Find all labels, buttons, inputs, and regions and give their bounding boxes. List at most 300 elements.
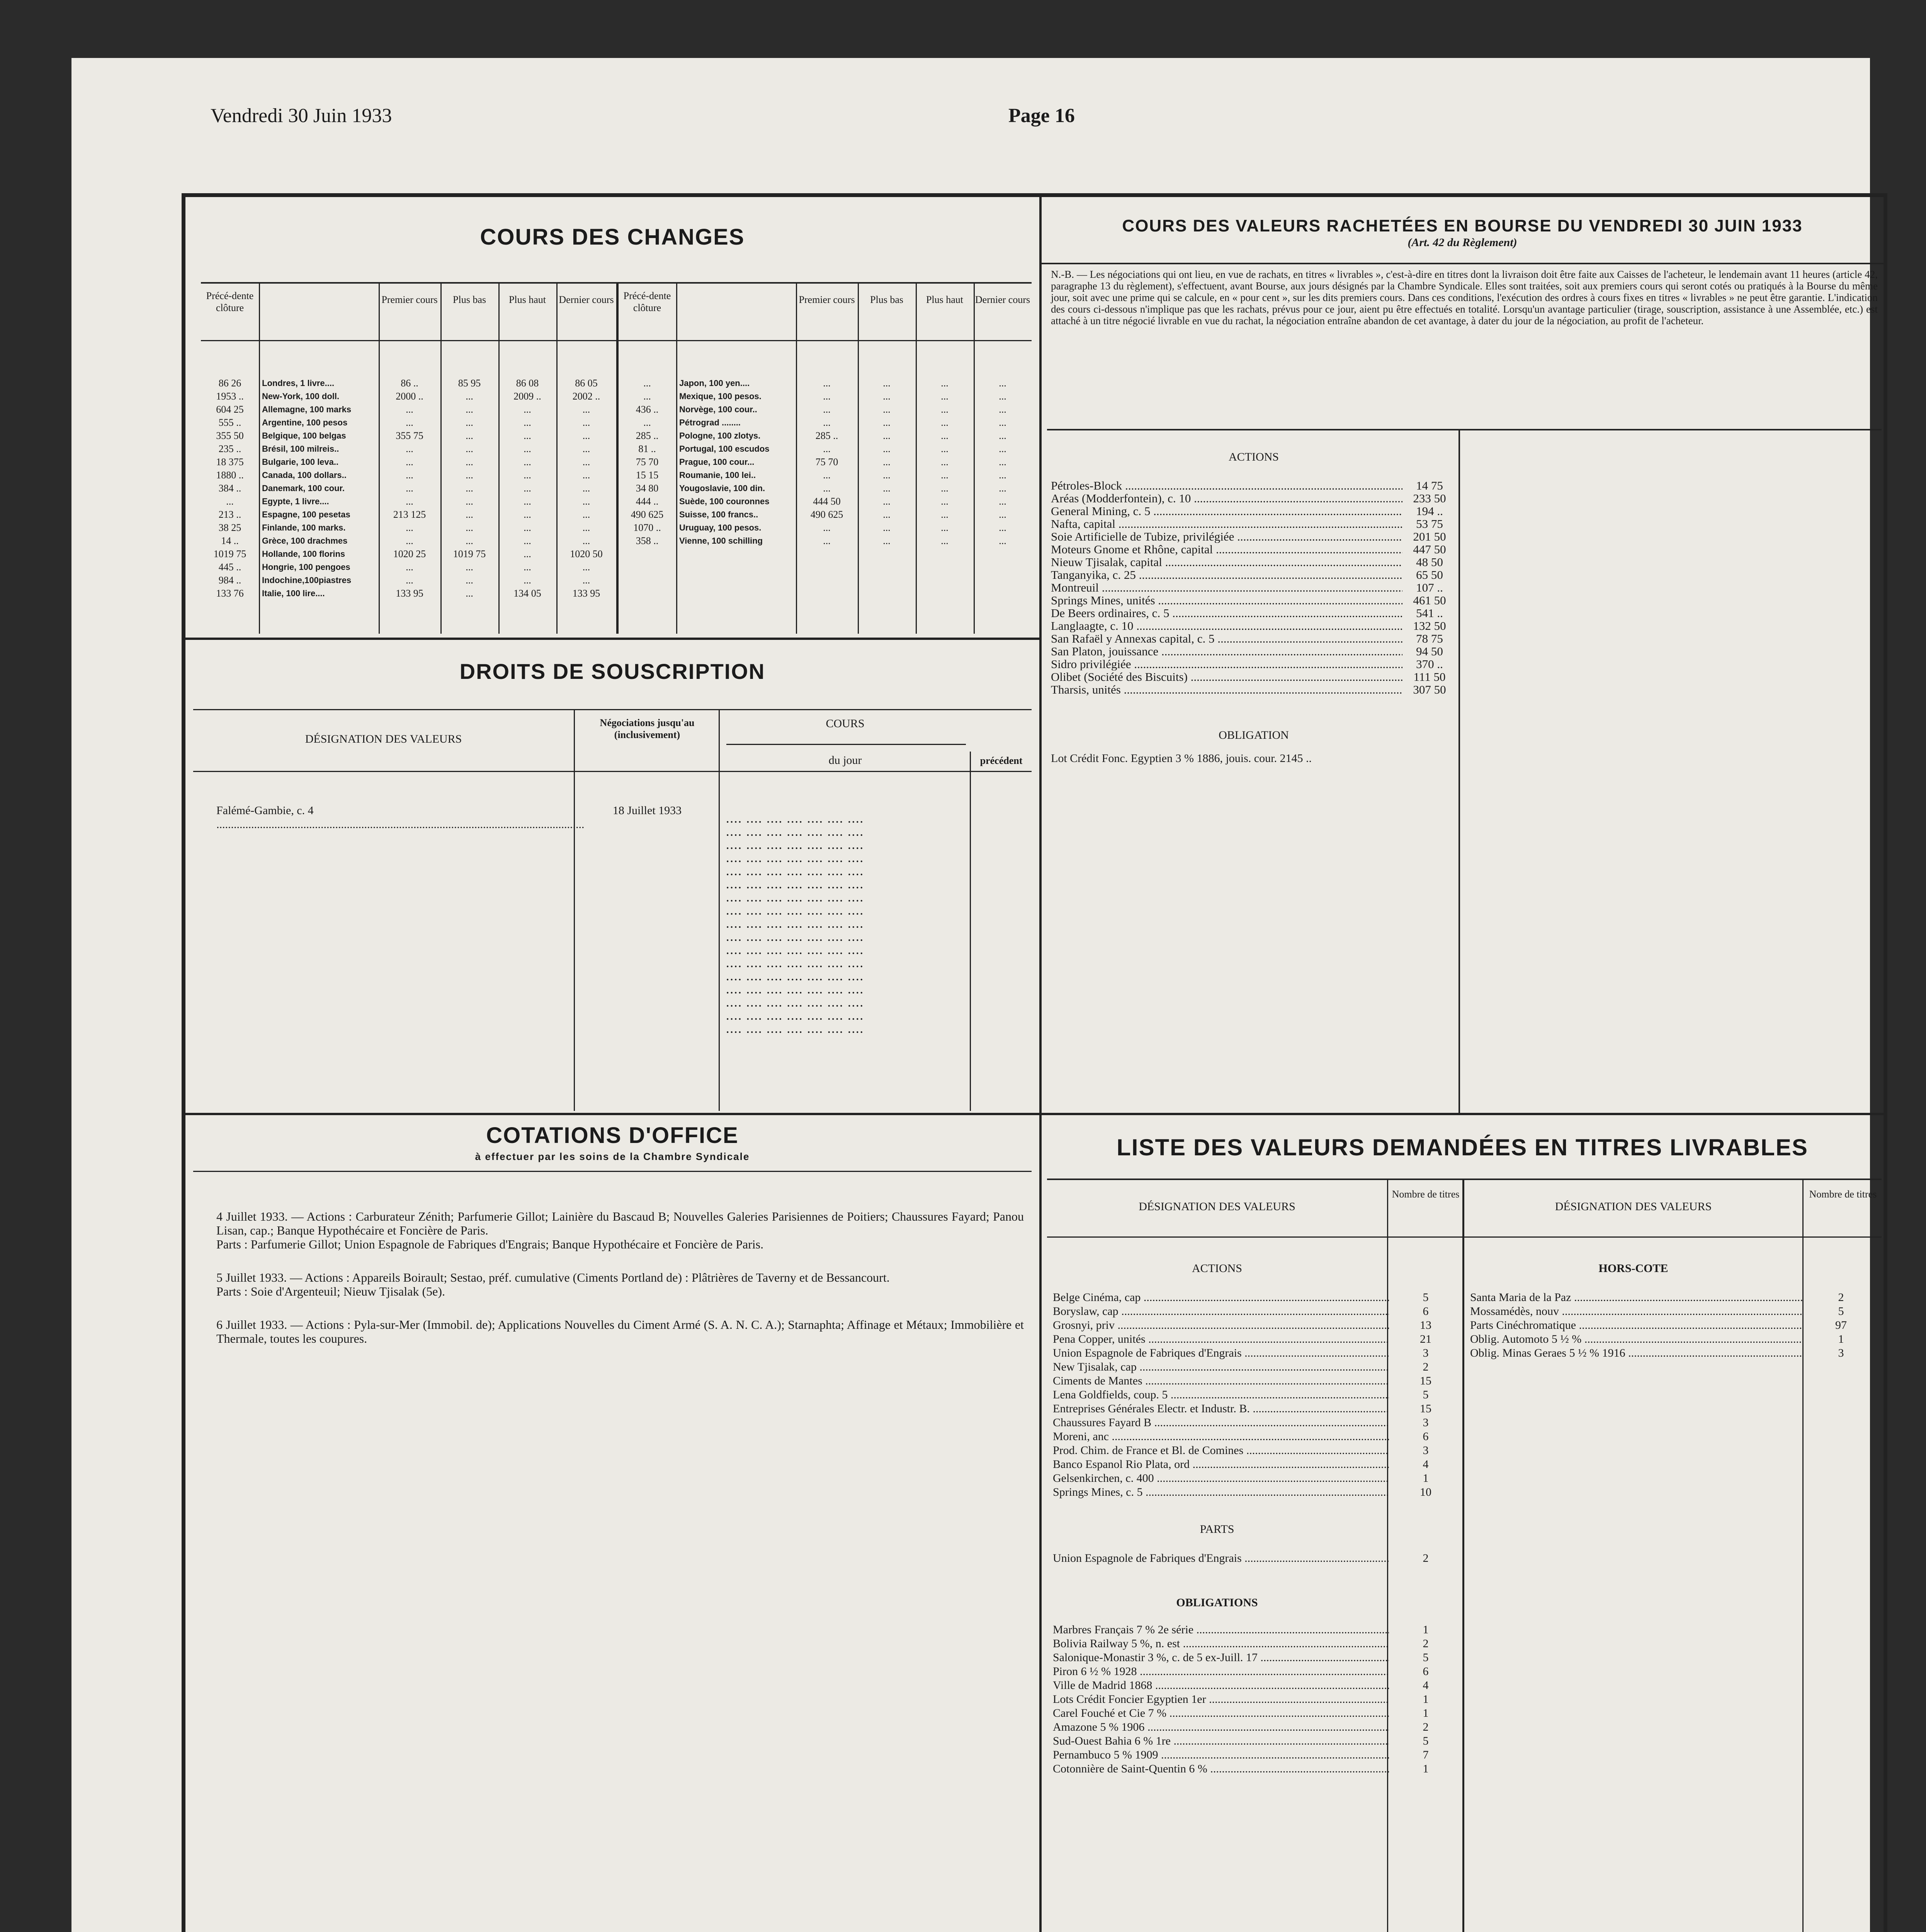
- rate-value: ...: [582, 430, 590, 441]
- col-precedent: précédent: [980, 755, 1023, 766]
- dot-row: .... .... .... .... .... .... ....: [726, 866, 864, 878]
- livrables-action-label: Prod. Chim. de France et Bl. de Comines .....: [1053, 1444, 1389, 1458]
- livrables-oblig-value: 2: [1423, 1637, 1429, 1650]
- livrables-oblig: [1053, 1762, 1462, 1776]
- livrables-oblig: [1053, 1706, 1462, 1720]
- rate-value: ...: [999, 456, 1006, 468]
- rate-value: 1953 ..: [216, 391, 244, 402]
- rate-value: 86 05: [575, 378, 598, 389]
- livrables-action-label: Springs Mines, c. 5 .....: [1053, 1485, 1389, 1499]
- livrables-hc-head: HORS-COTE: [1598, 1262, 1668, 1275]
- livrables-action-value: 15: [1420, 1402, 1431, 1415]
- office-p3: 6 Juillet 1933. — Actions : Pyla-sur-Mer (Immobil. de); Applications Nouvelles du Ciment Armé (S. A. N. C. A.); Starnaphta; Affinage et Métaux; Immobilière et Thermale, toutes les coupures.: [216, 1318, 1024, 1345]
- livrables-action: [1053, 1471, 1462, 1485]
- livrables-action: [1053, 1485, 1462, 1499]
- currency-name: Portugal, 100 escudos: [679, 444, 770, 454]
- col-head-haut: Plus haut: [508, 294, 546, 305]
- livrables-oblig-value: 1: [1423, 1762, 1429, 1775]
- rate-value: ...: [883, 509, 891, 520]
- col-head-bas: Plus bas: [453, 294, 486, 305]
- rate-value: ...: [883, 496, 891, 507]
- rachetees-item-label: Pétroles-Block .....: [1051, 479, 1402, 492]
- rate-value: ...: [466, 588, 473, 599]
- rate-value: ...: [941, 483, 949, 494]
- rachetees-item-label: Langlaagte, c. 10 .....: [1051, 619, 1402, 632]
- rate-value: 984 ..: [218, 575, 241, 586]
- currency-name: Brésil, 100 milreis..: [262, 444, 339, 454]
- livrables-action-value: 5: [1423, 1388, 1429, 1401]
- rachetees-title: COURS DES VALEURS RACHETÉES EN BOURSE DU VENDREDI 30 JUIN 1933: [1122, 216, 1803, 235]
- rate-value: 75 70: [815, 456, 838, 468]
- rate-value: ...: [999, 391, 1006, 402]
- currency-name: New-York, 100 doll.: [262, 391, 340, 401]
- livrables-hc-label: Oblig. Automoto 5 ½ % .....: [1470, 1332, 1802, 1346]
- rachetees-item: [1051, 517, 1457, 530]
- rate-value: ...: [466, 430, 473, 441]
- livrables-action: [1053, 1458, 1462, 1471]
- rate-value: ...: [823, 378, 831, 389]
- currency-name: Bulgarie, 100 leva..: [262, 457, 339, 467]
- rate-value: ...: [466, 575, 473, 586]
- livrables-actions-head: ACTIONS: [1192, 1262, 1242, 1275]
- col-head-dernier: Dernier cours: [559, 294, 614, 305]
- rate-value: 133 95: [396, 588, 423, 599]
- rate-value: 75 70: [636, 456, 659, 468]
- currency-name: Prague, 100 cour...: [679, 457, 755, 467]
- livrables-oblig-label: Carel Fouché et Cie 7 % .....: [1053, 1706, 1389, 1720]
- rate-value: ...: [582, 483, 590, 494]
- livrables-action-label: Belge Cinéma, cap .....: [1053, 1291, 1389, 1304]
- rate-value: 358 ..: [636, 535, 659, 546]
- rate-value: ...: [466, 561, 473, 573]
- rate-value: ...: [823, 483, 831, 494]
- rate-value: ...: [524, 404, 531, 415]
- livrables-action-value: 5: [1423, 1291, 1429, 1304]
- rate-value: ...: [883, 391, 891, 402]
- currency-name: Suisse, 100 francs..: [679, 510, 758, 519]
- rate-value: 1020 25: [393, 548, 426, 560]
- dot-row: .... .... .... .... .... .... ....: [726, 1011, 864, 1022]
- rate-value: ...: [883, 469, 891, 481]
- livrables-oblig-value: 5: [1423, 1735, 1429, 1747]
- rate-value: 2002 ..: [572, 391, 600, 402]
- rate-value: 445 ..: [218, 561, 241, 573]
- rachetees-item: [1051, 479, 1457, 492]
- livrables-action-value: 10: [1420, 1486, 1431, 1498]
- rachetees-item-label: Springs Mines, unités .....: [1051, 594, 1402, 607]
- rate-value: 355 75: [396, 430, 423, 441]
- rate-value: ...: [582, 575, 590, 586]
- rate-value: ...: [582, 417, 590, 428]
- dot-row: .... .... .... .... .... .... ....: [726, 906, 864, 917]
- rate-value: ...: [524, 575, 531, 586]
- currency-name: Hongrie, 100 pengoes: [262, 562, 350, 572]
- livrables-action-label: Lena Goldfields, coup. 5 .....: [1053, 1388, 1389, 1402]
- rachetees-item: [1051, 670, 1457, 683]
- rate-value: 384 ..: [218, 483, 241, 494]
- dot-row: .... .... .... .... .... .... ....: [726, 932, 864, 943]
- livrables-action-label: Moreni, anc .....: [1053, 1430, 1389, 1444]
- rachetees-oblig-row: Lot Crédit Fonc. Egyptien 3 % 1886, jouis. cour. 2145 ..: [1051, 752, 1312, 765]
- livrables-col-des: DÉSIGNATION DES VALEURS: [1139, 1200, 1295, 1213]
- rate-value: ...: [999, 430, 1006, 441]
- rachetees-item-value: 48 50: [1416, 556, 1443, 568]
- rachetees-item-value: 370 ..: [1416, 658, 1443, 670]
- column-divider: [1039, 197, 1042, 1932]
- rachetees-item-label: Moteurs Gnome et Rhône, capital .....: [1051, 543, 1402, 556]
- rate-value: ...: [941, 430, 949, 441]
- dot-row: .... .... .... .... .... .... ....: [726, 893, 864, 904]
- livrables-action: [1053, 1430, 1462, 1444]
- rate-value: 444 50: [813, 496, 841, 507]
- rate-value: ...: [999, 417, 1006, 428]
- rate-value: ...: [999, 496, 1006, 507]
- livrables-action-label: Chaussures Fayard B .....: [1053, 1416, 1389, 1430]
- rate-value: 436 ..: [636, 404, 659, 415]
- rachetees-item-value: 194 ..: [1416, 505, 1443, 517]
- rate-value: ...: [524, 561, 531, 573]
- livrables-oblig-label: Bolivia Railway 5 %, n. est .....: [1053, 1637, 1389, 1651]
- rachetees-item: [1051, 568, 1457, 581]
- dot-row: .... .... .... .... .... .... ....: [726, 919, 864, 930]
- col-head-prec-2: Précé-dente clôture: [623, 290, 671, 313]
- livrables-oblig-head: OBLIGATIONS: [1176, 1596, 1258, 1609]
- rachetees-item-value: 107 ..: [1416, 581, 1443, 594]
- livrables-action-value: 21: [1420, 1333, 1431, 1345]
- rate-value: ...: [941, 535, 949, 546]
- livrables-hc-list: [1470, 1291, 1880, 1360]
- livrables-action-value: 3: [1423, 1444, 1429, 1457]
- rachetees-item-value: 307 50: [1413, 683, 1446, 696]
- rate-value: ...: [823, 535, 831, 546]
- rate-value: ...: [582, 469, 590, 481]
- rate-value: ...: [466, 456, 473, 468]
- rate-value: ...: [406, 456, 413, 468]
- livrables-oblig-label: Cotonnière de Saint-Quentin 6 % .....: [1053, 1762, 1389, 1776]
- currency-name: Canada, 100 dollars..: [262, 470, 347, 480]
- rule-changes: [185, 638, 1039, 640]
- livrables-oblig-value: 1: [1423, 1693, 1429, 1706]
- rate-value: 134 05: [513, 588, 541, 599]
- rate-value: 235 ..: [218, 443, 241, 454]
- rachetees-item: [1051, 505, 1457, 517]
- rate-value: ...: [466, 404, 473, 415]
- livrables-hc: [1470, 1346, 1880, 1360]
- livrables-oblig-label: Ville de Madrid 1868 .....: [1053, 1679, 1389, 1692]
- rate-value: 555 ..: [218, 417, 241, 428]
- rachetees-item-label: De Beers ordinaires, c. 5 .....: [1051, 607, 1402, 619]
- rachetees-item-value: 14 75: [1416, 479, 1443, 492]
- rachetees-item-value: 461 50: [1413, 594, 1446, 607]
- rate-value: ...: [883, 456, 891, 468]
- souscription-entry-date: 18 Juillet 1933: [612, 804, 682, 817]
- livrables-part-value: 2: [1423, 1552, 1429, 1565]
- currency-name: Egypte, 1 livre....: [262, 497, 329, 506]
- rate-value: ...: [883, 404, 891, 415]
- rate-value: 1020 50: [570, 548, 603, 560]
- livrables-action-value: 13: [1420, 1319, 1431, 1332]
- currency-name: Allemagne, 100 marks: [262, 405, 352, 414]
- rate-value: 444 ..: [636, 496, 659, 507]
- rate-value: 2009 ..: [513, 391, 541, 402]
- dot-row: .... .... .... .... .... .... ....: [726, 945, 864, 956]
- souscription-table: [193, 709, 1032, 1111]
- changes-title: COURS DES CHANGES: [480, 224, 745, 250]
- rate-value: ...: [999, 443, 1006, 454]
- livrables-action-value: 15: [1420, 1374, 1431, 1387]
- livrables-oblig-label: Piron 6 ½ % 1928 .....: [1053, 1665, 1389, 1679]
- rate-value: ...: [999, 378, 1006, 389]
- livrables-action-label: Entreprises Générales Electr. et Industr. B. .....: [1053, 1402, 1389, 1416]
- livrables-hc-value: 2: [1838, 1291, 1844, 1304]
- rate-value: 1070 ..: [633, 522, 661, 533]
- rachetees-subtitle: (Art. 42 du Règlement): [1408, 236, 1517, 249]
- rate-value: ...: [406, 469, 413, 481]
- livrables-parts-head: PARTS: [1200, 1523, 1234, 1536]
- rachetees-item-label: Aréas (Modderfontein), c. 10 .....: [1051, 492, 1402, 505]
- currency-name: Indochine,100piastres: [262, 575, 352, 585]
- rachetees-item-label: Tanganyika, c. 25 .....: [1051, 568, 1402, 581]
- col-du-jour: du jour: [828, 754, 862, 767]
- rachetees-item: [1051, 594, 1457, 607]
- rachetees-item-label: San Rafaël y Annexas capital, c. 5 .....: [1051, 632, 1402, 645]
- rate-value: 490 625: [810, 509, 843, 520]
- livrables-oblig-value: 5: [1423, 1651, 1429, 1664]
- rate-value: ...: [466, 483, 473, 494]
- livrables-oblig: [1053, 1734, 1462, 1748]
- livrables-action-label: Boryslaw, cap .....: [1053, 1304, 1389, 1318]
- rate-value: ...: [823, 443, 831, 454]
- col-cours: COURS: [826, 717, 865, 730]
- rate-value: ...: [466, 469, 473, 481]
- rachetees-item-value: 233 50: [1413, 492, 1446, 505]
- rate-value: ...: [406, 496, 413, 507]
- rate-value: 490 625: [631, 509, 664, 520]
- currency-name: Pétrograd ........: [679, 418, 741, 427]
- rachetees-item-label: San Platon, jouissance .....: [1051, 645, 1402, 658]
- changes-table: [201, 282, 1032, 634]
- rate-value: ...: [941, 417, 949, 428]
- rate-value: ...: [883, 378, 891, 389]
- rate-value: ...: [524, 430, 531, 441]
- rate-value: 86 26: [218, 378, 241, 389]
- rachetees-item-label: Nieuw Tjisalak, capital .....: [1051, 556, 1402, 568]
- rate-value: ...: [941, 378, 949, 389]
- col-head-premier: Premier cours: [381, 294, 438, 305]
- rachetees-item: [1051, 556, 1457, 568]
- livrables-hc: [1470, 1291, 1880, 1304]
- currency-name: Argentine, 100 pesos: [262, 418, 348, 427]
- rate-value: ...: [883, 483, 891, 494]
- livrables-oblig-value: 2: [1423, 1721, 1429, 1733]
- rate-value: ...: [406, 535, 413, 546]
- rate-value: ...: [941, 456, 949, 468]
- livrables-action-label: Pena Copper, unités .....: [1053, 1332, 1389, 1346]
- rate-value: ...: [466, 509, 473, 520]
- rate-value: ...: [883, 443, 891, 454]
- rachetees-item: [1051, 658, 1457, 670]
- dot-row: .... .... .... .... .... .... ....: [726, 985, 864, 996]
- currency-name: Mexique, 100 pesos.: [679, 391, 762, 401]
- rate-value: ...: [999, 469, 1006, 481]
- rate-value: 213 ..: [218, 509, 241, 520]
- rate-value: 604 25: [216, 404, 244, 415]
- col-designation: DÉSIGNATION DES VALEURS: [305, 733, 462, 745]
- rate-value: ...: [524, 456, 531, 468]
- livrables-action-label: Grosnyi, priv .....: [1053, 1318, 1389, 1332]
- rate-value: ...: [582, 509, 590, 520]
- currency-name: Uruguay, 100 pesos.: [679, 523, 762, 532]
- rachetees-item: [1051, 645, 1457, 658]
- livrables-oblig: [1053, 1637, 1462, 1651]
- rate-value: ...: [406, 417, 413, 428]
- livrables-hc-label: Oblig. Minas Geraes 5 ½ % 1916 .....: [1470, 1346, 1802, 1360]
- office-paragraphs: [209, 1209, 1024, 1345]
- souscription-dots: [726, 813, 1028, 1037]
- rate-value: ...: [941, 509, 949, 520]
- office-p1b: Parts : Parfumerie Gillot; Union Espagnole de Fabriques d'Engrais; Banque Hypothécaire et Foncière de Paris.: [216, 1237, 764, 1251]
- rachetees-item-value: 201 50: [1413, 530, 1446, 543]
- rate-value: ...: [524, 443, 531, 454]
- livrables-oblig-label: Lots Crédit Foncier Egyptien 1er .....: [1053, 1692, 1389, 1706]
- rate-value: 285 ..: [636, 430, 659, 441]
- livrables-oblig: [1053, 1692, 1462, 1706]
- rate-value: ...: [406, 575, 413, 586]
- rate-value: ...: [524, 417, 531, 428]
- livrables-oblig-label: Amazone 5 % 1906 .....: [1053, 1720, 1389, 1734]
- livrables-col-nb-2: Nombre de titres: [1809, 1189, 1877, 1200]
- livrables-action-value: 6: [1423, 1430, 1429, 1443]
- rate-value: 14 ..: [221, 535, 239, 546]
- livrables-hc-value: 5: [1838, 1305, 1844, 1318]
- livrables-oblig-list: [1053, 1623, 1462, 1776]
- rate-value: ...: [582, 522, 590, 533]
- rate-value: ...: [643, 378, 651, 389]
- currency-name: Yougoslavie, 100 din.: [679, 483, 765, 493]
- rachetees-block: [1043, 216, 1882, 250]
- dot-row: .... .... .... .... .... .... ....: [726, 998, 864, 1009]
- office-p2b: Parts : Soie d'Argenteuil; Nieuw Tjisalak (5e).: [216, 1284, 445, 1298]
- livrables-action: [1053, 1360, 1462, 1374]
- rachetees-oblig-head: OBLIGATION: [1219, 729, 1289, 742]
- rate-value: ...: [823, 469, 831, 481]
- rate-value: ...: [226, 496, 234, 507]
- rate-value: ...: [823, 391, 831, 402]
- rachetees-actions-list: [1051, 479, 1457, 696]
- rate-value: ...: [999, 522, 1006, 533]
- rachetees-item: [1051, 607, 1457, 619]
- rate-value: ...: [466, 535, 473, 546]
- rate-value: ...: [406, 561, 413, 573]
- dot-row: .... .... .... .... .... .... ....: [726, 827, 864, 838]
- rate-value: 355 50: [216, 430, 244, 441]
- rate-value: ...: [406, 443, 413, 454]
- rachetees-item-label: Montreuil .....: [1051, 581, 1402, 594]
- currency-name: Japon, 100 yen....: [679, 378, 750, 388]
- rate-value: ...: [883, 522, 891, 533]
- rate-value: ...: [406, 404, 413, 415]
- rachetees-item-label: Olibet (Société des Biscuits) .....: [1051, 670, 1402, 683]
- rate-value: ...: [524, 548, 531, 560]
- office-subtitle: à effectuer par les soins de la Chambre Syndicale: [475, 1151, 750, 1162]
- livrables-table: [1047, 1179, 1882, 1932]
- livrables-hc-value: 1: [1838, 1333, 1844, 1345]
- livrables-oblig-value: 1: [1423, 1707, 1429, 1719]
- rachetees-item-label: Nafta, capital .....: [1051, 517, 1402, 530]
- rate-value: ...: [524, 535, 531, 546]
- rachetees-item: [1051, 543, 1457, 556]
- rate-value: ...: [466, 417, 473, 428]
- rate-value: ...: [883, 535, 891, 546]
- currency-name: Italie, 100 lire....: [262, 588, 325, 598]
- rate-value: ...: [643, 417, 651, 428]
- rate-value: ...: [643, 391, 651, 402]
- rachetees-item-value: 111 50: [1413, 670, 1446, 683]
- rate-value: ...: [941, 404, 949, 415]
- livrables-oblig: [1053, 1651, 1462, 1665]
- livrables-oblig-label: Marbres Français 7 % 2e série .....: [1053, 1623, 1389, 1637]
- col-negociations: Négociations jusqu'au (inclusivement): [600, 717, 695, 740]
- rachetees-item-label: Sidro privilégiée .....: [1051, 658, 1402, 670]
- livrables-oblig-value: 4: [1423, 1679, 1429, 1692]
- livrables-part-label: Union Espagnole de Fabriques d'Engrais .....: [1053, 1551, 1389, 1565]
- rate-value: ...: [941, 469, 949, 481]
- livrables-action-label: Union Espagnole de Fabriques d'Engrais .....: [1053, 1346, 1389, 1360]
- livrables-action: [1053, 1346, 1462, 1360]
- rachetees-item: [1051, 632, 1457, 645]
- rate-value: ...: [466, 522, 473, 533]
- rate-value: 85 95: [458, 378, 481, 389]
- currency-name: Finlande, 100 marks.: [262, 523, 346, 532]
- livrables-actions-list: [1053, 1291, 1462, 1499]
- rate-value: ...: [524, 469, 531, 481]
- livrables-oblig-label: Pernambuco 5 % 1909 .....: [1053, 1748, 1389, 1762]
- dot-row: .... .... .... .... .... .... ....: [726, 971, 864, 983]
- livrables-oblig-label: Sud-Ouest Bahia 6 % 1re .....: [1053, 1734, 1389, 1748]
- rate-value: 18 375: [216, 456, 244, 468]
- rate-value: ...: [524, 496, 531, 507]
- rachetees-item: [1051, 619, 1457, 632]
- rachetees-item-value: 132 50: [1413, 619, 1446, 632]
- livrables-action: [1053, 1388, 1462, 1402]
- livrables-hc: [1470, 1332, 1880, 1346]
- currency-name: Belgique, 100 belgas: [262, 431, 346, 440]
- rachetees-item-label: Soie Artificielle de Tubize, privilégiée .....: [1051, 530, 1402, 543]
- livrables-action-value: 3: [1423, 1347, 1429, 1359]
- livrables-action-value: 2: [1423, 1361, 1429, 1373]
- rate-value: ...: [941, 496, 949, 507]
- livrables-action-label: Banco Espanol Rio Plata, ord .....: [1053, 1458, 1389, 1471]
- livrables-hc-value: 3: [1838, 1347, 1844, 1359]
- rate-value: ...: [941, 443, 949, 454]
- livrables-parts-list: [1053, 1551, 1462, 1565]
- office-title: COTATIONS D'OFFICE: [486, 1123, 739, 1148]
- currency-name: Norvège, 100 cour..: [679, 405, 757, 414]
- rate-value: 2000 ..: [396, 391, 423, 402]
- rachetees-item-value: 541 ..: [1416, 607, 1443, 619]
- rachetees-item: [1051, 492, 1457, 505]
- livrables-hc: [1470, 1318, 1880, 1332]
- rate-value: ...: [582, 443, 590, 454]
- rate-value: ...: [941, 522, 949, 533]
- livrables-oblig-label: Salonique-Monastir 3 %, c. de 5 ex-Juill. 17 .....: [1053, 1651, 1389, 1665]
- rachetees-item-label: General Mining, c. 5 .....: [1051, 505, 1402, 517]
- livrables-action-value: 6: [1423, 1305, 1429, 1318]
- rate-value: ...: [524, 522, 531, 533]
- col-head-prec: Précé-dente clôture: [206, 290, 254, 313]
- rate-value: 1019 75: [213, 548, 246, 560]
- rate-value: 86 ..: [401, 378, 418, 389]
